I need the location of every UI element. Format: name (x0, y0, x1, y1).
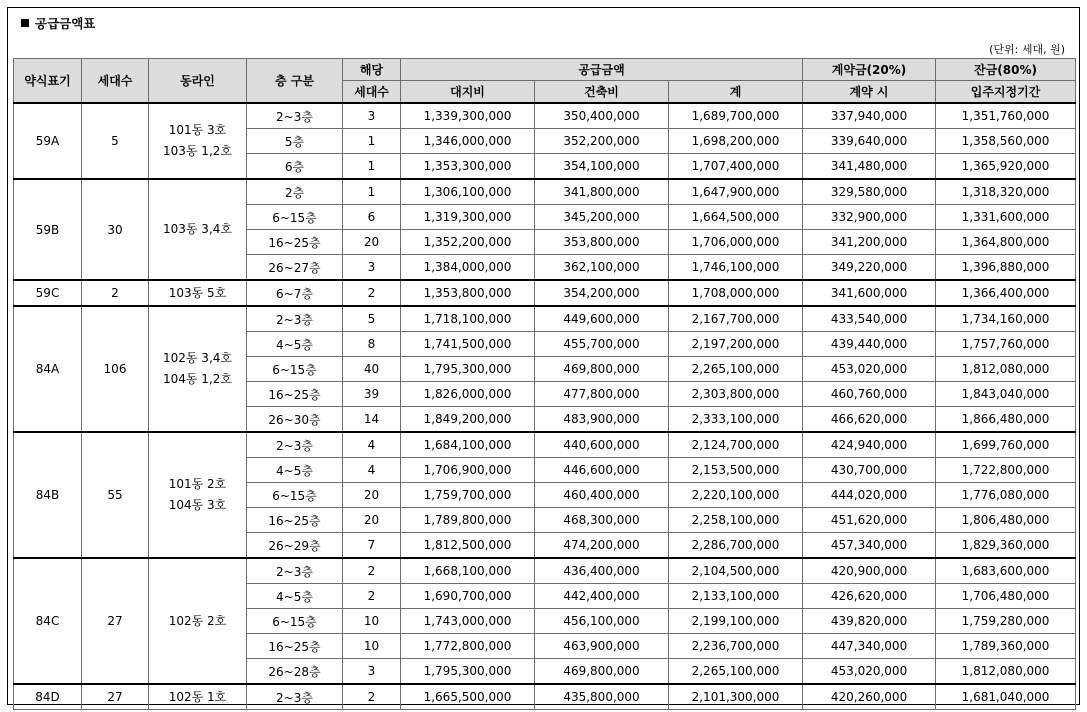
cell-count: 3 (343, 255, 401, 281)
cell-balance: 1,365,920,000 (936, 154, 1076, 180)
cell-type: 59A (14, 103, 82, 179)
cell-land: 1,795,300,000 (401, 357, 535, 382)
cell-balance: 1,331,600,000 (936, 205, 1076, 230)
cell-deposit: 349,220,000 (803, 255, 936, 281)
cell-deposit: 439,440,000 (803, 332, 936, 357)
cell-building: 469,800,000 (535, 357, 669, 382)
cell-balance: 1,866,480,000 (936, 407, 1076, 433)
cell-count: 7 (343, 533, 401, 559)
cell-building: 469,800,000 (535, 659, 669, 685)
cell-count: 3 (343, 103, 401, 129)
cell-building: 353,800,000 (535, 230, 669, 255)
cell-total: 2,199,100,000 (669, 609, 803, 634)
cell-building: 442,400,000 (535, 584, 669, 609)
cell-count: 1 (343, 179, 401, 205)
table-row (14, 558, 1076, 584)
cell-balance: 1,318,320,000 (936, 179, 1076, 205)
cell-count: 3 (343, 659, 401, 685)
cell-total: 2,220,100,000 (669, 483, 803, 508)
cell-type: 84B (14, 432, 82, 558)
cell-land: 1,353,800,000 (401, 280, 535, 306)
cell-total: 1,689,700,000 (669, 103, 803, 129)
cell-type: 59C (14, 280, 82, 306)
cell-floor: 26~28층 (247, 659, 343, 685)
cell-deposit: 466,620,000 (803, 407, 936, 433)
cell-total: 1,698,200,000 (669, 129, 803, 154)
cell-land: 1,789,800,000 (401, 508, 535, 533)
cell-households: 30 (82, 179, 149, 280)
cell-building: 468,300,000 (535, 508, 669, 533)
header-dong-line: 동라인 (149, 59, 247, 104)
cell-building: 456,100,000 (535, 609, 669, 634)
cell-floor: 5층 (247, 129, 343, 154)
cell-building: 345,200,000 (535, 205, 669, 230)
dong-line-entry: 101동 2호 (168, 477, 227, 491)
cell-deposit: 424,940,000 (803, 432, 936, 458)
cell-building: 449,600,000 (535, 306, 669, 332)
cell-building: 474,200,000 (535, 533, 669, 559)
cell-count: 1 (343, 129, 401, 154)
table-heading (21, 14, 95, 32)
header-deposit-sub: 계약 시 (803, 81, 936, 104)
cell-land: 1,352,200,000 (401, 230, 535, 255)
table-row (14, 306, 1076, 332)
cell-building: 435,800,000 (535, 684, 669, 710)
cell-total: 1,664,500,000 (669, 205, 803, 230)
cell-count: 39 (343, 382, 401, 407)
cell-land: 1,772,800,000 (401, 634, 535, 659)
dong-line-entry: 104동 3호 (168, 498, 227, 512)
cell-balance: 1,812,080,000 (936, 659, 1076, 685)
cell-floor: 6~7층 (247, 280, 343, 306)
cell-building: 350,400,000 (535, 103, 669, 129)
cell-balance: 1,734,160,000 (936, 306, 1076, 332)
header-floor: 층 구분 (247, 59, 343, 104)
cell-count: 8 (343, 332, 401, 357)
cell-type: 84C (14, 558, 82, 684)
cell-count: 20 (343, 508, 401, 533)
cell-balance: 1,683,600,000 (936, 558, 1076, 584)
cell-floor: 26~30층 (247, 407, 343, 433)
cell-deposit: 341,480,000 (803, 154, 936, 180)
cell-deposit: 420,900,000 (803, 558, 936, 584)
cell-land: 1,306,100,000 (401, 179, 535, 205)
cell-balance: 1,681,040,000 (936, 684, 1076, 710)
cell-land: 1,795,300,000 (401, 659, 535, 685)
cell-land: 1,741,500,000 (401, 332, 535, 357)
cell-land: 1,826,000,000 (401, 382, 535, 407)
cell-building: 362,100,000 (535, 255, 669, 281)
cell-floor: 6층 (247, 154, 343, 180)
cell-balance: 1,789,360,000 (936, 634, 1076, 659)
cell-dong-line (149, 558, 247, 684)
cell-floor: 4~5층 (247, 584, 343, 609)
cell-balance: 1,722,800,000 (936, 458, 1076, 483)
cell-total: 2,133,100,000 (669, 584, 803, 609)
cell-count: 2 (343, 280, 401, 306)
cell-building: 483,900,000 (535, 407, 669, 433)
cell-balance: 1,396,880,000 (936, 255, 1076, 281)
cell-balance: 1,843,040,000 (936, 382, 1076, 407)
cell-land: 1,812,500,000 (401, 533, 535, 559)
cell-deposit: 447,340,000 (803, 634, 936, 659)
cell-balance: 1,829,360,000 (936, 533, 1076, 559)
table-row (14, 280, 1076, 306)
cell-count: 20 (343, 483, 401, 508)
cell-floor: 2~3층 (247, 103, 343, 129)
cell-count: 4 (343, 432, 401, 458)
cell-floor: 16~25층 (247, 382, 343, 407)
cell-floor: 26~27층 (247, 255, 343, 281)
cell-floor: 4~5층 (247, 332, 343, 357)
dong-line-entry: 103동 5호 (168, 285, 227, 300)
cell-land: 1,684,100,000 (401, 432, 535, 458)
cell-total: 1,708,000,000 (669, 280, 803, 306)
cell-building: 455,700,000 (535, 332, 669, 357)
cell-land: 1,690,700,000 (401, 584, 535, 609)
cell-dong-line (149, 432, 247, 558)
cell-total: 1,647,900,000 (669, 179, 803, 205)
cell-deposit: 457,340,000 (803, 533, 936, 559)
cell-deposit: 341,200,000 (803, 230, 936, 255)
table-body (14, 103, 1076, 710)
cell-dong-line (149, 103, 247, 179)
cell-households: 27 (82, 684, 149, 710)
header-building: 건축비 (535, 81, 669, 104)
dong-line-entry: 102동 2호 (168, 613, 227, 628)
cell-deposit: 426,620,000 (803, 584, 936, 609)
cell-balance: 1,776,080,000 (936, 483, 1076, 508)
cell-total: 2,258,100,000 (669, 508, 803, 533)
cell-dong-line (149, 306, 247, 432)
header-balance-sub: 입주지정기간 (936, 81, 1076, 104)
cell-dong-line (149, 684, 247, 710)
cell-land: 1,665,500,000 (401, 684, 535, 710)
cell-building: 463,900,000 (535, 634, 669, 659)
cell-deposit: 337,940,000 (803, 103, 936, 129)
cell-floor: 6~15층 (247, 205, 343, 230)
cell-deposit: 420,260,000 (803, 684, 936, 710)
cell-deposit: 453,020,000 (803, 659, 936, 685)
dong-line-entry: 102동 1호 (168, 689, 227, 704)
cell-households: 27 (82, 558, 149, 684)
cell-deposit: 341,600,000 (803, 280, 936, 306)
cell-building: 341,800,000 (535, 179, 669, 205)
cell-count: 1 (343, 154, 401, 180)
cell-deposit: 460,760,000 (803, 382, 936, 407)
cell-dong-line (149, 179, 247, 280)
cell-total: 2,197,200,000 (669, 332, 803, 357)
cell-building: 446,600,000 (535, 458, 669, 483)
cell-households: 5 (82, 103, 149, 179)
cell-floor: 2~3층 (247, 684, 343, 710)
cell-deposit: 329,580,000 (803, 179, 936, 205)
dong-line-entry: 103동 3,4호 (163, 222, 232, 236)
unit-note: (단위: 세대, 원) (989, 43, 1065, 56)
cell-building: 460,400,000 (535, 483, 669, 508)
cell-floor: 16~25층 (247, 230, 343, 255)
cell-balance: 1,757,760,000 (936, 332, 1076, 357)
cell-type: 84A (14, 306, 82, 432)
cell-balance: 1,358,560,000 (936, 129, 1076, 154)
cell-balance: 1,812,080,000 (936, 357, 1076, 382)
cell-building: 352,200,000 (535, 129, 669, 154)
cell-floor: 16~25층 (247, 508, 343, 533)
header-type: 약식표기 (14, 59, 82, 104)
dong-line-entry: 104동 1,2호 (163, 372, 232, 386)
cell-floor: 2~3층 (247, 306, 343, 332)
cell-land: 1,743,000,000 (401, 609, 535, 634)
cell-total: 2,153,500,000 (669, 458, 803, 483)
table-row (14, 432, 1076, 458)
cell-deposit: 439,820,000 (803, 609, 936, 634)
table-row (14, 103, 1076, 129)
cell-count: 14 (343, 407, 401, 433)
cell-land: 1,759,700,000 (401, 483, 535, 508)
cell-total: 1,746,100,000 (669, 255, 803, 281)
cell-count: 20 (343, 230, 401, 255)
header-applicable-bottom: 세대수 (343, 81, 401, 104)
cell-building: 436,400,000 (535, 558, 669, 584)
cell-total: 2,236,700,000 (669, 634, 803, 659)
cell-total: 2,101,300,000 (669, 684, 803, 710)
cell-balance: 1,351,760,000 (936, 103, 1076, 129)
cell-deposit: 433,540,000 (803, 306, 936, 332)
cell-land: 1,339,300,000 (401, 103, 535, 129)
header-deposit: 계약금(20%) (803, 59, 936, 81)
cell-balance: 1,366,400,000 (936, 280, 1076, 306)
cell-deposit: 430,700,000 (803, 458, 936, 483)
cell-count: 10 (343, 634, 401, 659)
cell-total: 1,707,400,000 (669, 154, 803, 180)
cell-households: 2 (82, 280, 149, 306)
header-supply-amount: 공급금액 (401, 59, 803, 81)
cell-households: 55 (82, 432, 149, 558)
cell-deposit: 451,620,000 (803, 508, 936, 533)
cell-balance: 1,706,480,000 (936, 584, 1076, 609)
cell-total: 2,265,100,000 (669, 659, 803, 685)
cell-building: 354,200,000 (535, 280, 669, 306)
cell-count: 40 (343, 357, 401, 382)
cell-total: 1,706,000,000 (669, 230, 803, 255)
table-row (14, 684, 1076, 710)
cell-deposit: 332,900,000 (803, 205, 936, 230)
cell-balance: 1,759,280,000 (936, 609, 1076, 634)
table-title: 공급금액표 (35, 16, 96, 31)
cell-floor: 6~15층 (247, 483, 343, 508)
cell-type: 59B (14, 179, 82, 280)
cell-count: 10 (343, 609, 401, 634)
cell-total: 2,104,500,000 (669, 558, 803, 584)
cell-land: 1,668,100,000 (401, 558, 535, 584)
cell-balance: 1,364,800,000 (936, 230, 1076, 255)
cell-land: 1,346,000,000 (401, 129, 535, 154)
cell-land: 1,319,300,000 (401, 205, 535, 230)
cell-total: 2,286,700,000 (669, 533, 803, 559)
header-total: 계 (669, 81, 803, 104)
table-row (14, 179, 1076, 205)
cell-deposit: 453,020,000 (803, 357, 936, 382)
cell-type: 84D (14, 684, 82, 710)
header-balance: 잔금(80%) (936, 59, 1076, 81)
cell-balance: 1,699,760,000 (936, 432, 1076, 458)
cell-deposit: 444,020,000 (803, 483, 936, 508)
dong-line-entry: 102동 3,4호 (163, 351, 232, 365)
header-applicable-top: 해당 (343, 59, 401, 81)
table-header (14, 59, 1076, 104)
cell-total: 2,303,800,000 (669, 382, 803, 407)
cell-count: 2 (343, 684, 401, 710)
cell-building: 354,100,000 (535, 154, 669, 180)
cell-count: 6 (343, 205, 401, 230)
cell-land: 1,718,100,000 (401, 306, 535, 332)
dong-line-entry: 103동 1,2호 (163, 144, 232, 158)
supply-price-table (13, 58, 1076, 710)
cell-households: 106 (82, 306, 149, 432)
cell-floor: 2~3층 (247, 432, 343, 458)
dong-line-entry: 101동 3호 (168, 123, 227, 137)
header-households: 세대수 (82, 59, 149, 104)
cell-land: 1,706,900,000 (401, 458, 535, 483)
cell-land: 1,849,200,000 (401, 407, 535, 433)
cell-floor: 26~29층 (247, 533, 343, 559)
price-table-panel (7, 7, 1080, 705)
cell-building: 440,600,000 (535, 432, 669, 458)
cell-total: 2,167,700,000 (669, 306, 803, 332)
cell-floor: 2~3층 (247, 558, 343, 584)
cell-count: 4 (343, 458, 401, 483)
cell-floor: 4~5층 (247, 458, 343, 483)
cell-floor: 6~15층 (247, 357, 343, 382)
cell-total: 2,265,100,000 (669, 357, 803, 382)
cell-floor: 16~25층 (247, 634, 343, 659)
cell-building: 477,800,000 (535, 382, 669, 407)
cell-count: 2 (343, 558, 401, 584)
header-land: 대지비 (401, 81, 535, 104)
cell-floor: 2층 (247, 179, 343, 205)
square-bullet-icon (21, 19, 29, 27)
cell-land: 1,353,300,000 (401, 154, 535, 180)
cell-floor: 6~15층 (247, 609, 343, 634)
cell-count: 5 (343, 306, 401, 332)
cell-deposit: 339,640,000 (803, 129, 936, 154)
cell-dong-line (149, 280, 247, 306)
cell-total: 2,124,700,000 (669, 432, 803, 458)
cell-count: 2 (343, 584, 401, 609)
cell-total: 2,333,100,000 (669, 407, 803, 433)
cell-balance: 1,806,480,000 (936, 508, 1076, 533)
cell-land: 1,384,000,000 (401, 255, 535, 281)
